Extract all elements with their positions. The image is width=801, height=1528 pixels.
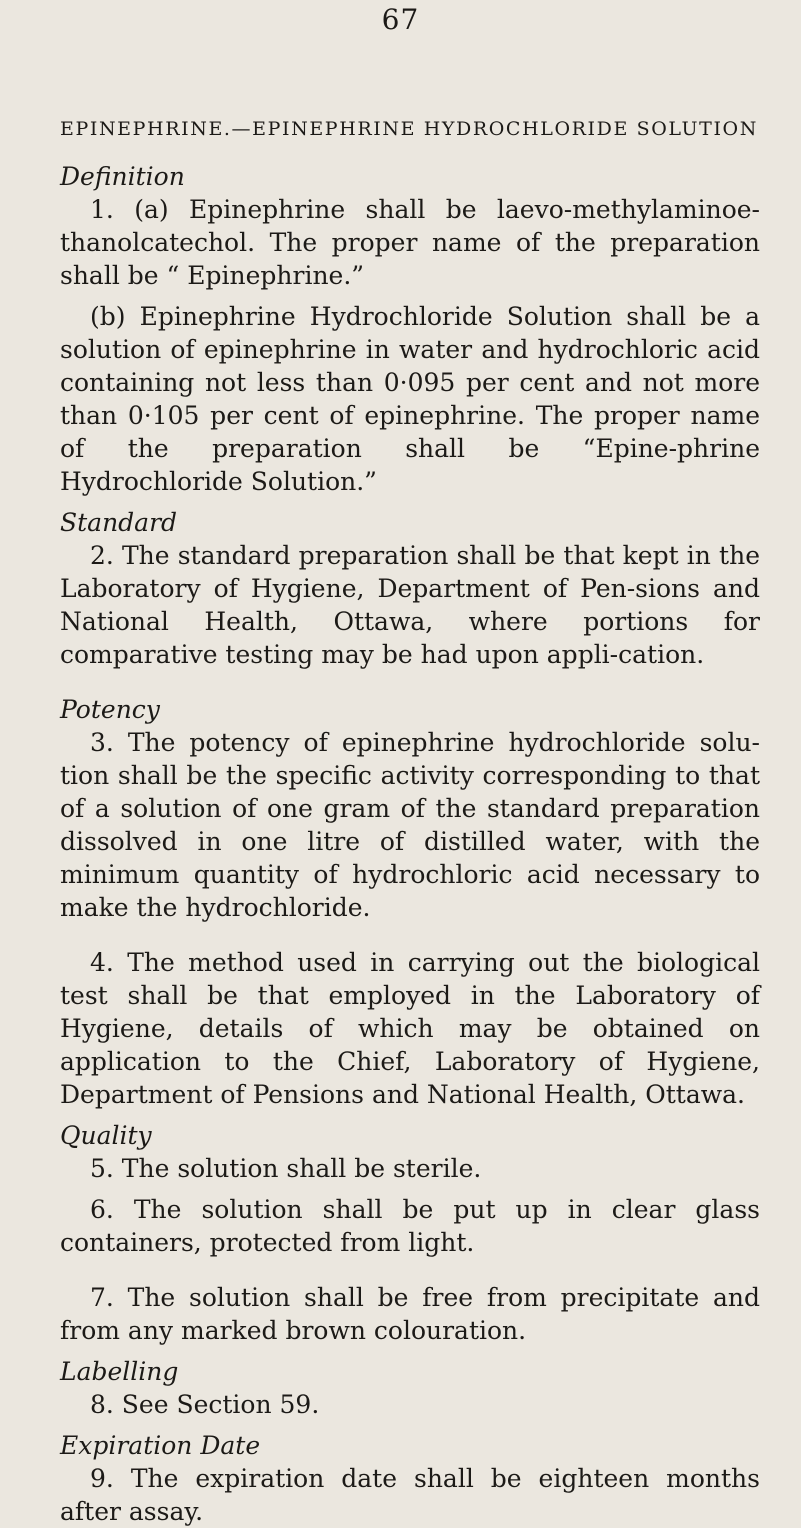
paragraph-text: 1. (a) Epinephrine shall be laevo-methylaminoe-thanolcatechol. The proper name of the preparation shall be “ Epinephrine.” <box>60 195 760 290</box>
running-head: EPINEPHRINE.—EPINEPHRINE HYDROCHLORIDE SOLUTION <box>60 118 758 140</box>
document-body <box>60 160 760 1528</box>
paragraph <box>60 726 760 924</box>
paragraph-text: 5. The solution shall be sterile. <box>90 1154 482 1183</box>
paragraph-text: 7. The solution shall be free from precipitate and from any marked brown colouration. <box>60 1283 760 1345</box>
section-standard <box>60 506 760 671</box>
section-heading: Potency <box>60 695 160 724</box>
paragraph <box>60 1193 760 1259</box>
paragraph-text: 9. The expiration date shall be eighteen months after assay. <box>60 1464 760 1526</box>
paragraph <box>60 1281 760 1347</box>
paragraph-text: 6. The solution shall be put up in clear glass containers, protected from light. <box>60 1195 760 1257</box>
section-expiration-date <box>60 1429 760 1528</box>
section-labelling <box>60 1355 760 1421</box>
section-quality <box>60 1119 760 1347</box>
section-potency <box>60 693 760 1111</box>
paragraph-text: 4. The method used in carrying out the biological test shall be that employed in the Laboratory of Hygiene, details of which may be obtained on application to the Chief, Laboratory of Hygiene, Department of Pensions and National Health, Ottawa. <box>60 948 760 1109</box>
paragraph <box>60 193 760 292</box>
paragraph-text: 8. See Section 59. <box>90 1390 320 1419</box>
section-heading: Labelling <box>60 1357 179 1386</box>
paragraph <box>60 300 760 498</box>
paragraph-text: 2. The standard preparation shall be that kept in the Laboratory of Hygiene, Department of Pen-sions and National Health, Ottawa, where portions for comparative testing may be had upon appli-cation. <box>60 541 760 669</box>
paragraph <box>60 539 760 671</box>
paragraph <box>60 1462 760 1528</box>
paragraph-text: (b) Epinephrine Hydrochloride Solution shall be a solution of epinephrine in water and hydrochloric acid containing not less than 0·095 per cent and not more than 0·105 per cent of epinephrine. The proper name of the preparation shall be “Epine-phrine Hydrochloride Solution.” <box>60 302 760 496</box>
paragraph <box>60 1152 760 1185</box>
paragraph <box>60 1388 760 1421</box>
section-heading: Standard <box>60 508 178 537</box>
page-number: 67 <box>381 3 420 36</box>
section-heading: Expiration Date <box>60 1431 261 1460</box>
section-heading: Quality <box>60 1121 152 1150</box>
paragraph <box>60 946 760 1111</box>
paragraph-text: 3. The potency of epinephrine hydrochloride solu-tion shall be the specific activity corresponding to that of a solution of one gram of the standard preparation dissolved in one litre of distilled water, with the minimum quantity of hydrochloric acid necessary to make the hydrochloride. <box>60 728 760 922</box>
section-heading: Definition <box>60 162 185 191</box>
section-definition <box>60 160 760 498</box>
